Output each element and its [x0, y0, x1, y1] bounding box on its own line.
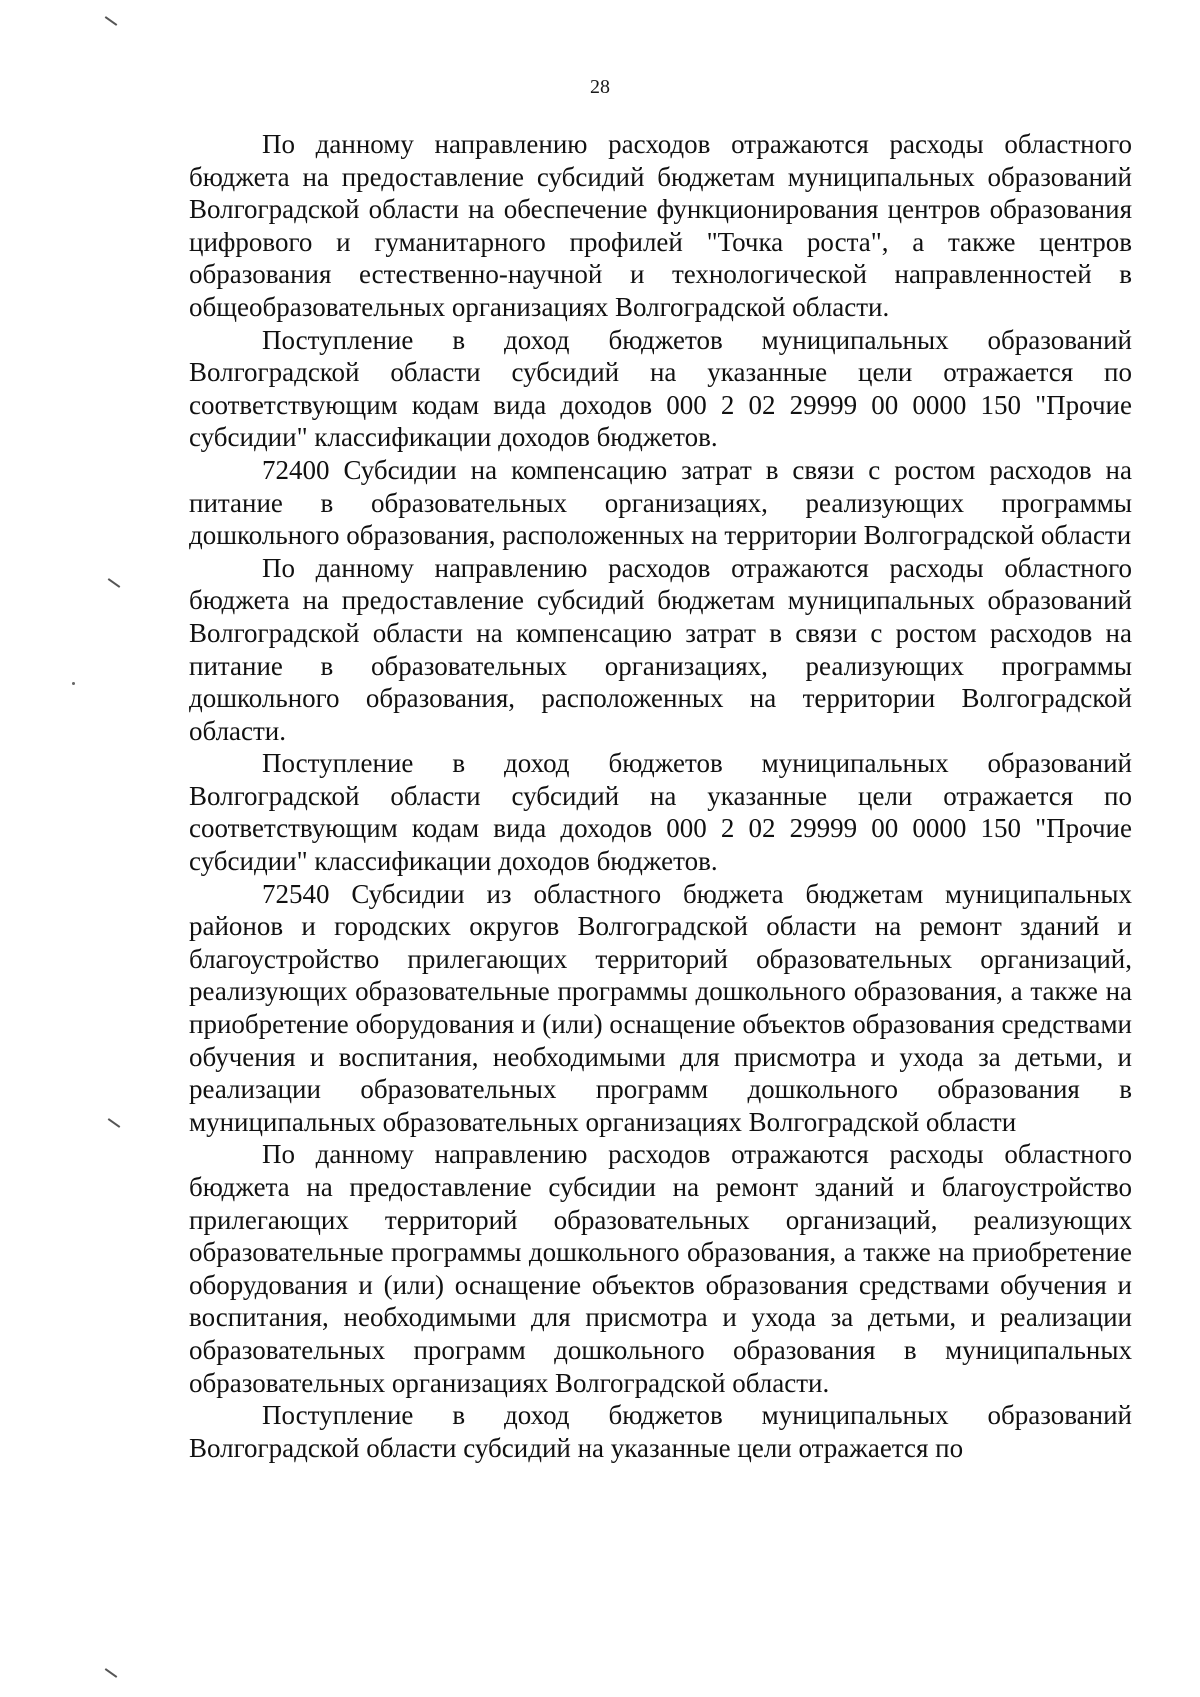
paragraph: Поступление в доход бюджетов муниципальных образований Волгоградской области субсидий на указанные цели отражается по соответствующим кодам вида доходов 000 2 02 29999 00 0000 150 "Прочие субсидии" классификации доходов бюджетов. — [189, 324, 1132, 453]
paragraph: Поступление в доход бюджетов муниципальных образований Волгоградской области субсидий на указанные цели отражается по соответствующим кодам вида доходов 000 2 02 29999 00 0000 150 "Прочие субсидии" классификации доходов бюджетов. — [189, 748, 1132, 877]
paragraph: По данному направлению расходов отражаются расходы областного бюджета на предоставление субсидий бюджетам муниципальных образований Волгоградской области на обеспечение функционирования центров образования цифрового и гуманитарного профилей "Точка роста", а также центров образования естественно-научной и технологической направленностей в общеобразовательных организациях Волгоградской области. — [189, 129, 1132, 322]
section-heading: 72400 Субсидии на компенсацию затрат в связи с ростом расходов на питание в образовательных организациях, реализующих программы дошкольного образования, расположенных на территории Волгоградской области — [189, 454, 1132, 551]
page-number: 28 — [590, 76, 610, 98]
scan-mark — [72, 682, 75, 685]
paragraph: По данному направлению расходов отражаются расходы областного бюджета на предоставление субсидии на ремонт зданий и благоустройство прилегающих территорий образовательных организаций, реализующих образовательные программы дошкольного образования, а также на приобретение оборудования и (или) оснащение объектов образования средствами обучения и воспитания, необходимыми для присмотра и ухода за детьми, и реализации образовательных программ дошкольного образования в муниципальных образовательных организациях Волгоградской области. — [189, 1139, 1132, 1398]
paragraph: По данному направлению расходов отражаются расходы областного бюджета на предоставление субсидий бюджетам муниципальных образований Волгоградской области на компенсацию затрат в связи с ростом расходов на питание в образовательных организациях, реализующих программы дошкольного образования, расположенных на территории Волгоградской области. — [189, 552, 1132, 746]
section-heading: 72540 Субсидии из областного бюджета бюджетам муниципальных районов и городских округов Волгоградской области на ремонт зданий и благоустройство прилегающих территорий образовательных организаций, реализующих образовательные программы дошкольного образования, а также на приобретение оборудования и (или) оснащение объектов образования средствами обучения и воспитания, необходимыми для присмотра и ухода за детьми, и реализации образовательных программ дошкольного образования в муниципальных образовательных организациях Волгоградской области — [189, 878, 1132, 1137]
document-body — [189, 128, 1132, 1464]
scan-mark — [108, 578, 121, 588]
paragraph: Поступление в доход бюджетов муниципальных образований Волгоградской области субсидий на указанные цели отражается по — [189, 1400, 1132, 1463]
scan-mark — [105, 1668, 118, 1678]
scan-mark — [108, 1118, 121, 1128]
scan-mark — [105, 16, 118, 26]
